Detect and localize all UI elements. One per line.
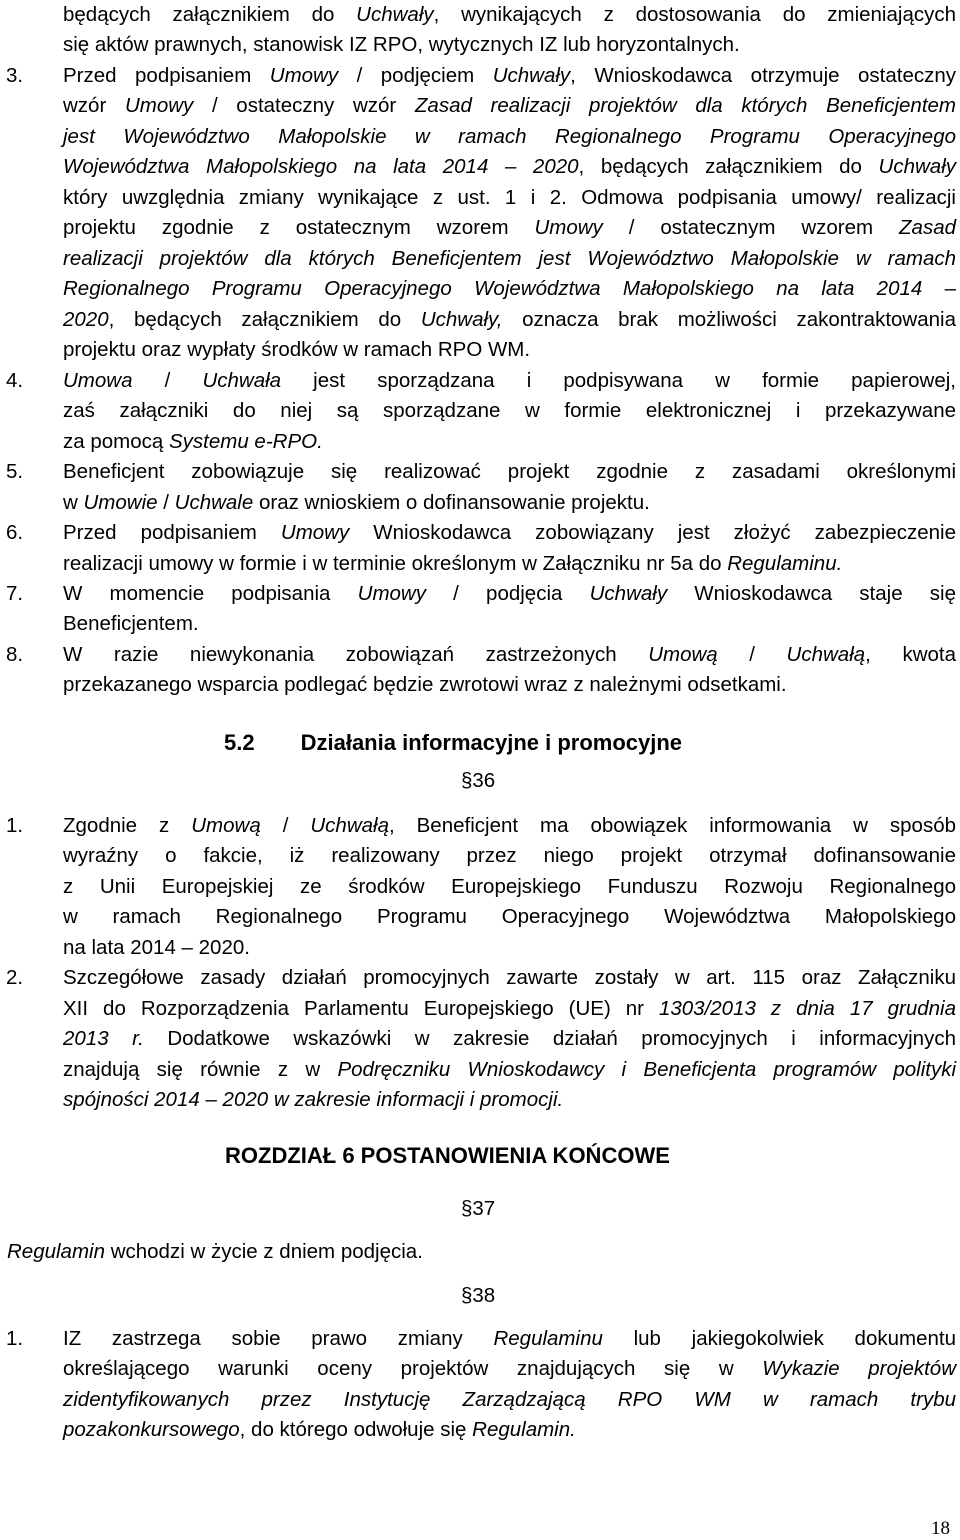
italic-run: Regulaminu <box>493 1327 603 1350</box>
text-line: realizacji umowy w formie i w terminie określonym w Załączniku nr 5a do Regulaminu. <box>63 552 843 575</box>
italic-run: Umowa <box>63 369 133 392</box>
text-line: Beneficjent zobowiązuje się realizować projekt zgodnie z zasadami określonymi <box>63 460 956 483</box>
text-line: który uwzględnia zmiany wynikające z ust. 1 i 2. Odmowa podpisania umowy/ realizacji <box>63 186 956 209</box>
italic-run: realizacji projektów dla których Beneficjentem jest Województwo Małopolskie w ramach <box>63 247 956 270</box>
italic-run: Regionalnego Programu Operacyjnego Województwa Małopolskiego na lata 2014 – <box>63 277 956 300</box>
list-number: 5. <box>6 460 24 483</box>
text-line: Przed podpisaniem Umowy / podjęciem Uchwały, Wnioskodawca otrzymuje ostateczny <box>63 64 957 87</box>
page-number: 18 <box>931 1518 950 1539</box>
italic-run: 1303/2013 z dnia 17 grudnia <box>658 997 956 1020</box>
list-number: 1. <box>6 1327 24 1350</box>
text-line <box>63 1385 956 1415</box>
italic-run: Umową <box>191 814 261 837</box>
text-line: XII do Rozporządzenia Parlamentu Europejskiego (UE) nr 1303/2013 z dnia 17 grudnia <box>63 997 956 1020</box>
text-line: w Umowie / Uchwale oraz wnioskiem o dofinansowanie projektu. <box>63 491 650 514</box>
italic-run: Umową <box>648 643 718 666</box>
italic-run: spójności 2014 – 2020 w zakresie informacji i promocji. <box>63 1088 564 1111</box>
italic-run: 2020 <box>63 308 109 331</box>
text-line <box>63 244 956 274</box>
text-line: przekazanego wsparcia podlegać będzie zwrotowi wraz z należnymi odsetkami. <box>63 673 787 696</box>
text-line: za pomocą Systemu e-RPO. <box>63 430 323 453</box>
text-line: Zgodnie z Umową / Uchwałą, Beneficjent ma obowiązek informowania w sposób <box>63 814 956 837</box>
paragraph-mark: §36 <box>461 769 496 792</box>
text-line: na lata 2014 – 2020. <box>63 936 250 959</box>
italic-run: Zasad <box>899 216 957 239</box>
text-line: Przed podpisaniem Umowy Wnioskodawca zobowiązany jest złożyć zabezpieczenie <box>63 521 956 544</box>
text-line <box>63 122 956 152</box>
list-number: 4. <box>6 369 24 392</box>
text-line: Beneficjentem. <box>63 612 199 635</box>
text-line: w ramach Regionalnego Programu Operacyjnego Województwa Małopolskiego <box>63 905 956 928</box>
chapter-heading: ROZDZIAŁ 6 POSTANOWIENIA KOŃCOWE <box>225 1143 670 1168</box>
italic-run: Umowy <box>534 216 603 239</box>
text-line: określającego warunki oceny projektów znajdujących się w Wykazie projektów <box>63 1357 956 1380</box>
italic-run: Regulamin <box>7 1240 105 1263</box>
italic-run: Wykazie projektów <box>762 1357 956 1380</box>
section-number: 5.2 <box>224 730 255 755</box>
italic-run: Uchwale <box>174 491 254 514</box>
text-line: Regulamin wchodzi w życie z dniem podjęcia. <box>7 1240 423 1263</box>
italic-run: Umowie <box>83 491 158 514</box>
list-number: 8. <box>6 643 24 666</box>
italic-run: Systemu e-RPO. <box>168 430 323 453</box>
italic-run: Uchwały <box>356 3 434 26</box>
text-line: 2013 r. Dodatkowe wskazówki w zakresie działań promocyjnych i informacyjnych <box>63 1027 956 1050</box>
italic-run: Uchwały <box>878 155 956 178</box>
text-line: 2020, będących załącznikiem do Uchwały, oznacza brak możliwości zakontraktowania <box>63 308 956 331</box>
italic-run: zidentyfikowanych przez Instytucję Zarządzającą RPO WM w ramach trybu <box>63 1388 956 1411</box>
text-line: z Unii Europejskiej ze środków Europejskiego Funduszu Rozwoju Regionalnego <box>63 875 956 898</box>
text-line: W momencie podpisania Umowy / podjęcia Uchwały Wnioskodawca staje się <box>63 582 957 605</box>
text-line: wzór Umowy / ostateczny wzór Zasad realizacji projektów dla których Beneficjentem <box>63 94 956 117</box>
italic-run: Umowy <box>124 94 194 117</box>
text-line: będących załącznikiem do Uchwały, wynikających z dostosowania do zmieniających <box>63 3 956 26</box>
italic-run: Uchwały, <box>420 308 503 331</box>
text-line: W razie niewykonania zobowiązań zastrzeżonych Umową / Uchwałą, kwota <box>63 643 956 666</box>
text-line <box>63 274 956 304</box>
italic-run: Uchwały <box>589 582 668 605</box>
italic-run: jest Województwo Małopolskie w ramach Regionalnego Programu Operacyjnego <box>63 125 956 148</box>
italic-run: Regulaminu. <box>727 552 843 575</box>
list-number: 6. <box>6 521 24 544</box>
text-line: Województwa Małopolskiego na lata 2014 – 2020, będących załącznikiem do Uchwały <box>63 155 956 178</box>
italic-run: Podręczniku Wnioskodawcy i Beneficjenta programów polityki <box>337 1058 956 1081</box>
text-line: wyraźny o fakcie, iż realizowany przez niego projekt otrzymał dofinansowanie <box>63 844 956 867</box>
text-line: znajdują się równie z w Podręczniku Wnioskodawcy i Beneficjenta programów polityki <box>63 1058 956 1081</box>
text-line <box>63 1085 956 1115</box>
italic-run: Umowy <box>269 64 339 87</box>
list-number: 1. <box>6 814 24 837</box>
italic-run: Umowy <box>357 582 426 605</box>
text-line: pozakonkursowego, do którego odwołuje się Regulamin. <box>63 1418 576 1441</box>
italic-run: Uchwałą <box>786 643 866 666</box>
text-line: projektu zgodnie z ostatecznym wzorem Umowy / ostatecznym wzorem Zasad <box>63 216 957 239</box>
section-heading <box>224 728 682 758</box>
list-number: 7. <box>6 582 24 605</box>
italic-run: Uchwała <box>202 369 282 392</box>
italic-run: Regulamin. <box>472 1418 576 1441</box>
text-line: zaś załączniki do niej są sporządzane w formie elektronicznej i przekazywane <box>63 399 956 422</box>
italic-run: pozakonkursowego <box>63 1418 240 1441</box>
italic-run: Województwa Małopolskiego na lata 2014 – 2020 <box>63 155 579 178</box>
text-line: Szczegółowe zasady działań promocyjnych zawarte zostały w art. 115 oraz Załączniku <box>63 966 956 989</box>
italic-run: Zasad realizacji projektów dla których Beneficjentem <box>414 94 956 117</box>
italic-run: Uchwałą <box>310 814 389 837</box>
section-title: Działania informacyjne i promocyjne <box>300 730 683 755</box>
text-line: się aktów prawnych, stanowisk IZ RPO, wytycznych IZ lub horyzontalnych. <box>63 33 740 56</box>
paragraph-mark: §37 <box>461 1197 496 1220</box>
paragraph-mark: §38 <box>461 1284 496 1307</box>
text-line: Umowa / Uchwała jest sporządzana i podpisywana w formie papierowej, <box>63 369 956 392</box>
list-number: 3. <box>6 64 24 87</box>
italic-run: Umowy <box>280 521 350 544</box>
text-line: projektu oraz wypłaty środków w ramach RPO WM. <box>63 338 531 361</box>
list-number: 2. <box>6 966 24 989</box>
italic-run: Uchwały <box>492 64 571 87</box>
text-line: IZ zastrzega sobie prawo zmiany Regulaminu lub jakiegokolwiek dokumentu <box>63 1327 956 1350</box>
italic-run: 2013 r. <box>63 1027 144 1050</box>
